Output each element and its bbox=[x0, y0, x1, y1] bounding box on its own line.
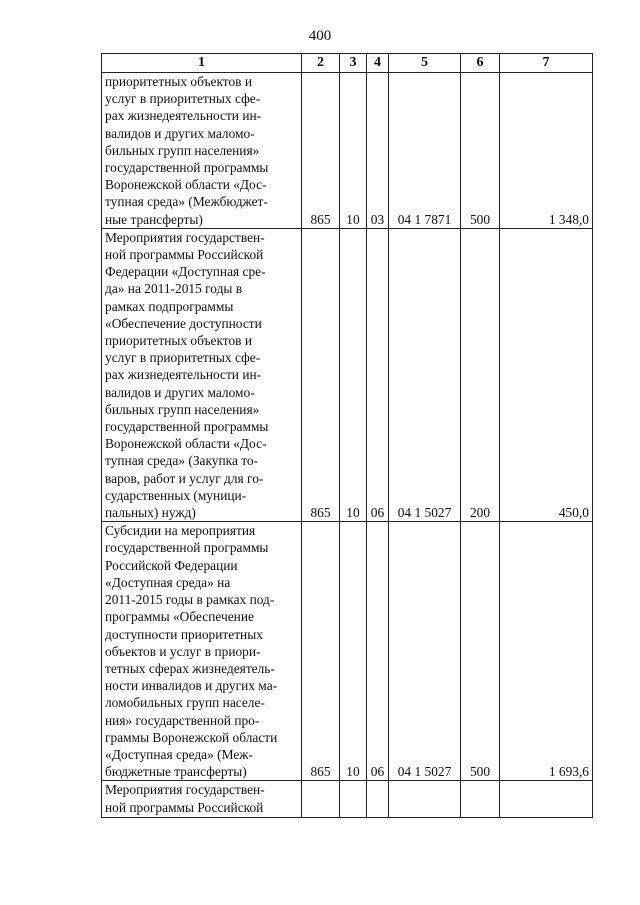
description-line: доступности приоритетных bbox=[105, 626, 263, 642]
description-line: ной программы Российской bbox=[105, 247, 264, 263]
description-line: государственной программы bbox=[105, 160, 269, 176]
description-line: сударственных (муници- bbox=[105, 487, 247, 503]
description-line: Субсидии на мероприятия bbox=[105, 523, 256, 539]
description-line: программы «Обеспечение bbox=[105, 609, 254, 625]
ministry-code: 865 bbox=[302, 73, 340, 229]
section-code: 10 bbox=[340, 73, 367, 229]
row-description bbox=[102, 781, 302, 818]
target-article-code: 04 1 7871 bbox=[389, 73, 461, 229]
ministry-code bbox=[302, 781, 340, 818]
target-article-code bbox=[389, 781, 461, 818]
table-row bbox=[102, 522, 593, 781]
description-line: рамках подпрограммы bbox=[105, 298, 234, 314]
description-line: валидов и других маломо- bbox=[105, 125, 255, 141]
page-number: 400 bbox=[308, 28, 332, 44]
description-line: Российской Федерации bbox=[105, 557, 238, 573]
description-line: государственной программы bbox=[105, 419, 269, 435]
description-line: государственной программы bbox=[105, 540, 269, 556]
header-col-7: 7 bbox=[500, 54, 593, 73]
description-line: услуг в приоритетных сфе- bbox=[105, 350, 261, 366]
budget-table bbox=[101, 53, 593, 818]
description-line: бильных групп населения» bbox=[105, 401, 260, 417]
target-article-code: 04 1 5027 bbox=[389, 228, 461, 521]
description-line: ной программы Российской bbox=[105, 799, 264, 815]
description-line: ные трансферты) bbox=[105, 211, 203, 227]
target-article-code: 04 1 5027 bbox=[389, 522, 461, 781]
description-line: граммы Воронежской области bbox=[105, 729, 278, 745]
row-description bbox=[102, 73, 302, 229]
description-line: да» на 2011-2015 годы в bbox=[105, 281, 243, 297]
description-line: Воронежской области «Дос- bbox=[105, 436, 267, 452]
row-description bbox=[102, 522, 302, 781]
row-description bbox=[102, 228, 302, 521]
description-line: рах жизнедеятельности ин- bbox=[105, 367, 262, 383]
expense-type-code: 500 bbox=[461, 73, 500, 229]
expense-type-code: 500 bbox=[461, 522, 500, 781]
description-line: услуг в приоритетных сфе- bbox=[105, 91, 261, 107]
description-line: Федерации «Доступная сре- bbox=[105, 264, 266, 280]
table-row bbox=[102, 781, 593, 818]
description-line: ния» государственной про- bbox=[105, 712, 260, 728]
header-col-5: 5 bbox=[389, 54, 461, 73]
subsection-code: 06 bbox=[367, 228, 389, 521]
description-line: варов, работ и услуг для го- bbox=[105, 470, 264, 486]
amount-value: 1 693,6 bbox=[500, 522, 593, 781]
amount-value bbox=[500, 781, 593, 818]
description-line: приоритетных объектов и bbox=[105, 333, 253, 349]
description-line: валидов и других маломо- bbox=[105, 384, 255, 400]
expense-type-code bbox=[461, 781, 500, 818]
description-line: бюджетные трансферты) bbox=[105, 764, 247, 780]
section-code: 10 bbox=[340, 228, 367, 521]
description-line: пальных) нужд) bbox=[105, 505, 196, 521]
description-line: ломобильных групп населе- bbox=[105, 695, 265, 711]
section-code bbox=[340, 781, 367, 818]
description-line: Мероприятия государствен- bbox=[105, 782, 265, 798]
table-header-row bbox=[102, 54, 593, 73]
description-line: 2011-2015 годы в рамках под- bbox=[105, 592, 275, 608]
description-line: тетных сферах жизнедеятель- bbox=[105, 660, 275, 676]
ministry-code: 865 bbox=[302, 228, 340, 521]
description-line: объектов и услуг в приори- bbox=[105, 643, 261, 659]
description-line: «Доступная среда» на bbox=[105, 574, 231, 590]
header-col-6: 6 bbox=[461, 54, 500, 73]
header-col-1: 1 bbox=[102, 54, 302, 73]
description-line: бильных групп населения» bbox=[105, 142, 260, 158]
header-col-4: 4 bbox=[367, 54, 389, 73]
description-line: тупная среда» (Межбюджет- bbox=[105, 194, 268, 210]
section-code: 10 bbox=[340, 522, 367, 781]
table-row bbox=[102, 73, 593, 229]
expense-type-code: 200 bbox=[461, 228, 500, 521]
subsection-code: 03 bbox=[367, 73, 389, 229]
description-line: тупная среда» (Закупка то- bbox=[105, 453, 259, 469]
amount-value: 450,0 bbox=[500, 228, 593, 521]
description-line: Воронежской области «Дос- bbox=[105, 177, 267, 193]
description-line: Мероприятия государствен- bbox=[105, 229, 265, 245]
description-line: ности инвалидов и других ма- bbox=[105, 678, 278, 694]
description-line: «Обеспечение доступности bbox=[105, 315, 262, 331]
table-row bbox=[102, 228, 593, 521]
description-line: рах жизнедеятельности ин- bbox=[105, 108, 262, 124]
header-col-2: 2 bbox=[302, 54, 340, 73]
description-line: приоритетных объектов и bbox=[105, 74, 253, 89]
ministry-code: 865 bbox=[302, 522, 340, 781]
subsection-code bbox=[367, 781, 389, 818]
amount-value: 1 348,0 bbox=[500, 73, 593, 229]
subsection-code: 06 bbox=[367, 522, 389, 781]
header-col-3: 3 bbox=[340, 54, 367, 73]
description-line: «Доступная среда» (Меж- bbox=[105, 746, 254, 762]
